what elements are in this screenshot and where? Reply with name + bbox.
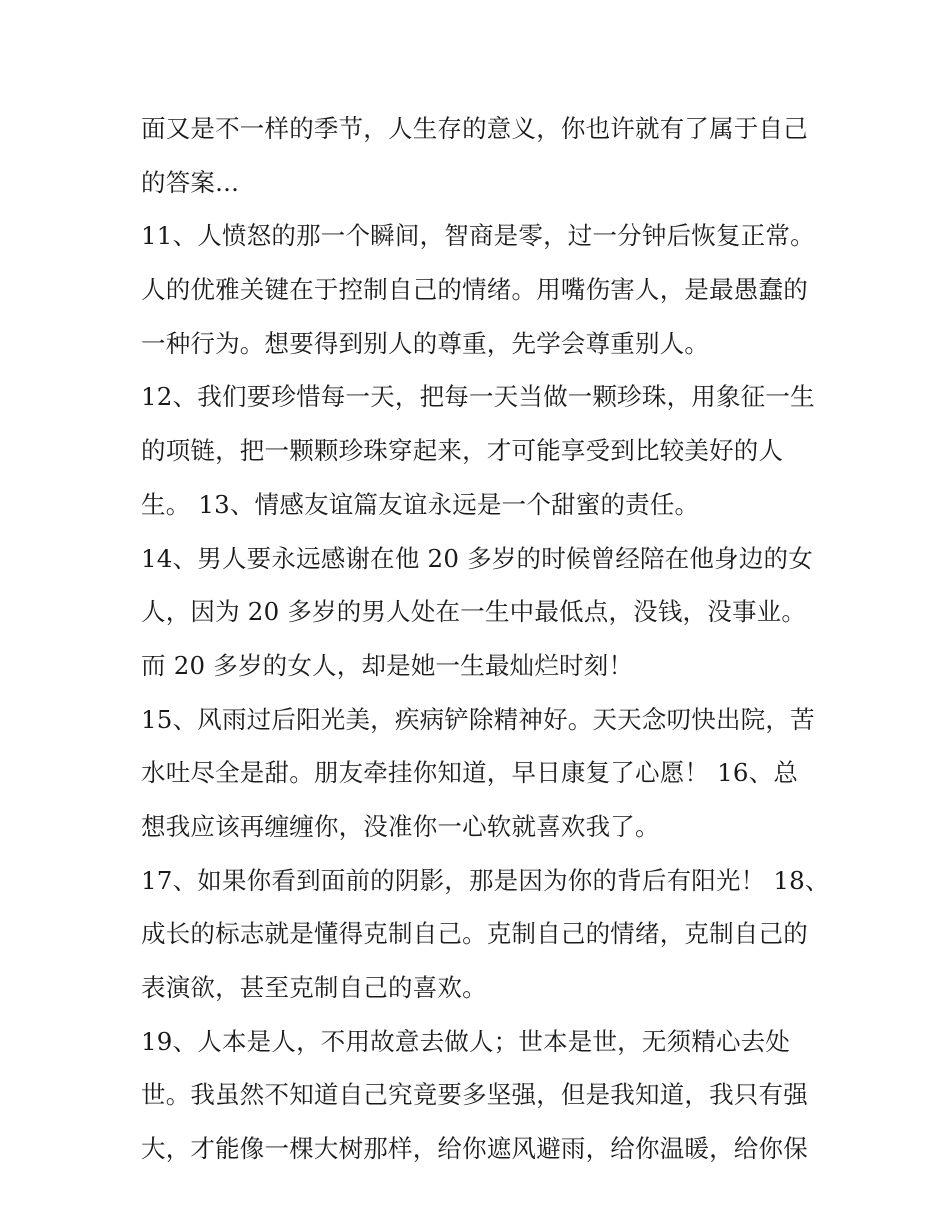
text-line: 表演欲，甚至克制自己的喜欢。 (141, 973, 487, 1002)
text-line: 人，因为 20 多岁的男人处在一生中最低点，没钱，没事业。 (141, 597, 807, 627)
text-line: 想我应该再缠缠你，没准你一心软就喜欢我了。 (141, 811, 660, 841)
body-text (141, 102, 830, 1176)
text-line: 成长的标志就是懂得克制自己。克制自己的情绪，克制自己的 (141, 919, 808, 949)
text-line: 人的优雅关键在于控制自己的情绪。用嘴伤害人，是最愚蠢的 (141, 275, 808, 305)
text-line: 而 20 多岁的女人，却是她一生最灿烂时刻！ (141, 650, 634, 680)
text-line: 15、风雨过后阳光美，疾病铲除精神好。天天念叨快出院，苦 (141, 704, 815, 734)
text-line: 世。我虽然不知道自己究竟要多坚强，但是我知道，我只有强 (141, 1080, 808, 1110)
text-line: 的答案... (141, 167, 240, 197)
text-line: 的项链，把一颗颗珍珠穿起来，才可能享受到比较美好的人 (141, 436, 784, 466)
text-line: 17、如果你看到面前的阴影，那是因为你的背后有阳光！ 18、 (141, 865, 830, 895)
text-line: 生。 13、情感友谊篇友谊永远是一个甜蜜的责任。 (141, 489, 700, 519)
text-line: 12、我们要珍惜每一天，把每一天当做一颗珍珠，用象征一生 (141, 382, 815, 412)
text-line: 水吐尽全是甜。朋友牵挂你知道，早日康复了心愿！ 16、总 (141, 758, 799, 788)
text-line: 19、人本是人，不用故意去做人；世本是世，无须精心去处 (141, 1026, 791, 1056)
text-line: 面又是不一样的季节，人生存的意义，你也许就有了属于自己 (141, 114, 808, 143)
text-line: 一种行为。想要得到别人的尊重，先学会尊重别人。 (141, 328, 710, 358)
text-line: 14、男人要永远感谢在他 20 多岁的时候曾经陪在他身边的女 (141, 543, 813, 573)
text-line: 11、人愤怒的那一个瞬间，智商是零，过一分钟后恢复正常。 (141, 221, 815, 251)
text-line: 大，才能像一棵大树那样，给你遮风避雨，给你温暖，给你保 (141, 1134, 808, 1164)
